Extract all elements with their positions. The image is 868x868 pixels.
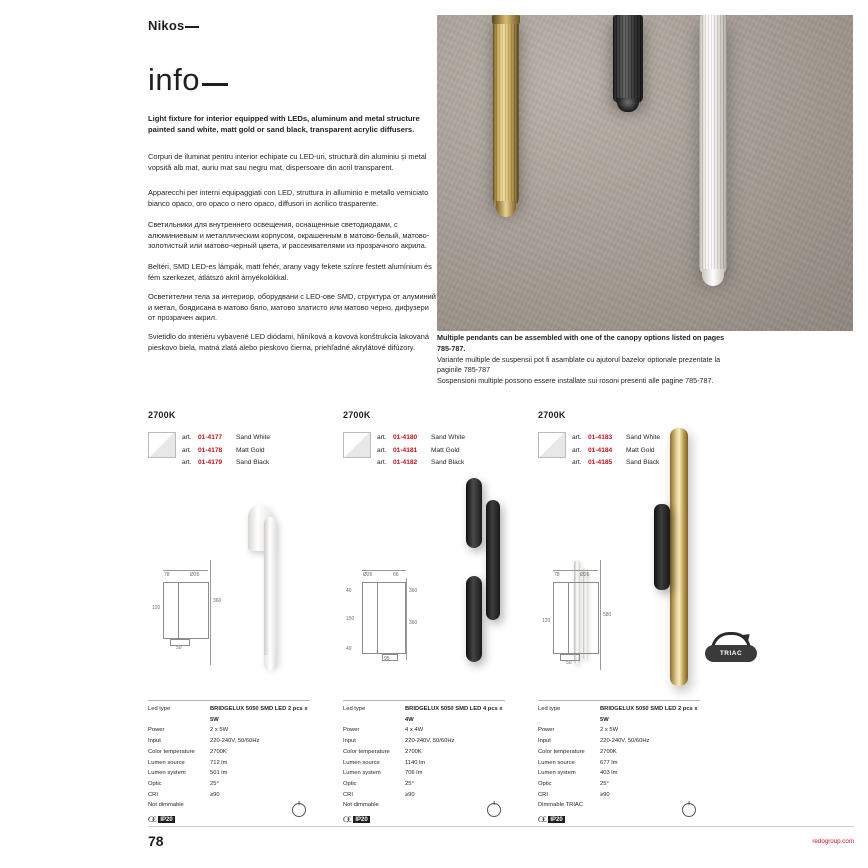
pendant-black — [613, 15, 643, 103]
spec-value: ≥90 — [405, 791, 415, 798]
spec-value: 2 x 5W — [600, 727, 619, 734]
spec-footer — [538, 815, 700, 824]
pendant-white-ribs — [699, 15, 727, 273]
spec-key: CRI — [343, 791, 353, 798]
page-title: info — [148, 62, 228, 98]
ip-rating-badge: IP20 — [355, 816, 368, 823]
article-finish: Sand White — [626, 434, 661, 441]
dim-h2-2: 150 — [346, 616, 355, 622]
spec-row — [148, 725, 310, 736]
spec-key: Optic — [343, 781, 357, 788]
spec-key: Lumen system — [343, 770, 381, 777]
spec-row — [343, 747, 505, 758]
drawing-dimline-1 — [163, 570, 208, 571]
article-row[interactable] — [182, 457, 270, 470]
spec-divider — [148, 700, 310, 701]
spec-value: 2 x 5W — [210, 727, 229, 734]
spec-table-2 — [343, 700, 505, 824]
spec-value: 25° — [210, 781, 219, 788]
spec-value: 4 x 4W — [405, 727, 424, 734]
spec-value: 220-240V, 50/60Hz — [600, 738, 650, 745]
pendant-black-ribs — [613, 15, 643, 103]
spec-value: ≥90 — [210, 791, 220, 798]
spec-key: Led type — [343, 706, 366, 712]
lamp-icon — [682, 803, 696, 817]
spec-row — [538, 758, 700, 769]
spec-footer — [343, 815, 505, 824]
variant-column-1 — [148, 410, 334, 467]
drawing-side-3 — [568, 582, 599, 654]
spec-key: Power — [538, 727, 555, 734]
lead-description: Light fixture for interior equipped with LEDs, aluminum and metal structure painted sand white, matt gold or sand black, transparent acrylic diffusers. — [148, 114, 420, 134]
product-render-1 — [246, 505, 288, 677]
triac-badge — [705, 632, 757, 662]
spec-value: 25° — [600, 781, 609, 788]
article-list-1 — [182, 432, 270, 470]
spec-key: Lumen source — [148, 759, 185, 766]
dim-h1-2: 40 — [346, 588, 352, 594]
spec-table-1 — [148, 700, 310, 824]
spec-key: CRI — [148, 791, 158, 798]
article-finish: Matt Gold — [236, 446, 265, 454]
article-row[interactable] — [377, 445, 465, 458]
title-underline — [202, 83, 228, 86]
spec-divider — [343, 700, 505, 701]
website-url[interactable]: redogroup.com — [812, 838, 854, 845]
spec-row — [538, 779, 700, 790]
drawing-dimline-v-3 — [600, 560, 601, 670]
hero-caption — [437, 333, 737, 387]
spec-row — [343, 704, 505, 725]
spec-key: Color temperature — [148, 748, 195, 755]
hero-caption-en: Multiple pendants can be assembled with one of the canopy options listed on pages 785-787. — [437, 333, 725, 353]
spec-value: 677 lm — [600, 759, 618, 766]
article-finish: Matt Gold — [431, 446, 460, 454]
hero-caption-it: Sospensioni multiple possono essere installate sui rosoni presenti alle pagine 785-787. — [437, 376, 714, 386]
spec-value: BRIDGELUX 5050 SMD LED 2 pcs x 5W — [600, 706, 698, 723]
article-code: 01-4181 — [393, 446, 418, 454]
triac-label: TRIAC — [705, 645, 757, 662]
dim-width-3: 78 — [554, 572, 560, 578]
article-code: 01-4183 — [588, 434, 613, 441]
footer-divider — [148, 826, 854, 827]
spec-value: 706 lm — [405, 770, 423, 777]
spec-table-3 — [538, 700, 700, 824]
spec-row — [343, 800, 505, 811]
page-number: 78 — [148, 833, 164, 849]
dim-len2-2: 360 — [409, 620, 418, 626]
article-label: art. — [572, 434, 582, 441]
article-label: art. — [377, 446, 387, 454]
spec-value: ≥90 — [600, 791, 610, 798]
spec-footer — [148, 815, 310, 824]
spec-value: 220-240V, 50/60Hz — [210, 738, 260, 745]
article-code: 01-4185 — [588, 459, 613, 467]
spec-value: 1140 lm — [405, 759, 426, 766]
ce-mark-icon: C€ — [538, 815, 546, 825]
spec-row — [538, 736, 700, 747]
dim-base-1: 50 — [176, 645, 182, 651]
dim-diameter-3: Ø26 — [580, 572, 590, 578]
spec-value: 25° — [405, 781, 414, 788]
ip-rating-badge: IP20 — [550, 816, 563, 823]
article-label: art. — [182, 459, 192, 467]
drawing-dimline-v-1 — [210, 560, 211, 665]
spec-key: Not dimmable — [343, 802, 379, 809]
article-row[interactable] — [182, 432, 270, 445]
spec-key: CRI — [538, 791, 548, 798]
lamp-icon — [487, 803, 501, 817]
paragraph-ro: Corpuri de iluminat pentru interior echipate cu LED-uri, structură din aluminiu și metal vopsită alb mat, auriu mat sau negru mat, dispersoare din acril transparent. — [148, 152, 427, 172]
spec-key: Led type — [148, 706, 171, 712]
drawing-dimline-v-2 — [406, 578, 407, 660]
article-label: art. — [377, 459, 387, 467]
drawing-dimline-3 — [553, 570, 598, 571]
article-finish: Sand Black — [626, 459, 660, 467]
hero-caption-ro: Variante multiple de suspensii pot fi asamblate cu ajutorul bazelor optionale prezentate la paginile 785-787 — [437, 354, 721, 375]
drawing-plate-2 — [362, 582, 378, 654]
spec-key: Optic — [538, 781, 552, 788]
article-label: art. — [377, 434, 387, 441]
article-label: art. — [572, 459, 582, 467]
spec-value: 501 lm — [210, 770, 228, 777]
hero-product-photo — [437, 15, 853, 331]
pendant-white — [699, 15, 727, 273]
paragraph-sk: Svietidlo do interiéru vybavené LED diódami, hliníková a kovová konštrukcia lakovaná pieskovo biela, matná zlatá alebo pieskovo čierna, priehľadné akrylátové difúzory. — [148, 332, 429, 352]
spec-value: 220-240V, 50/60Hz — [405, 738, 455, 745]
spec-row — [538, 725, 700, 736]
variant-column-3 — [538, 410, 724, 467]
spec-value: 2700K — [210, 748, 227, 755]
article-code: 01-4177 — [198, 434, 223, 441]
drawing-dimline-2 — [362, 570, 406, 571]
color-temperature-1: 2700K — [148, 410, 176, 420]
spec-value: 2700K — [600, 748, 617, 755]
article-label: art. — [182, 434, 192, 441]
spec-key: Led type — [538, 706, 561, 712]
spec-row — [148, 779, 310, 790]
article-row[interactable] — [182, 445, 270, 458]
article-row[interactable] — [377, 432, 465, 445]
spec-key: Lumen system — [538, 770, 576, 777]
spec-row — [148, 790, 310, 801]
article-label: art. — [572, 446, 582, 454]
finish-swatch-3 — [538, 432, 566, 458]
finish-swatch-2 — [343, 432, 371, 458]
spec-row — [148, 736, 310, 747]
spec-key: Lumen system — [148, 770, 186, 777]
article-code: 01-4182 — [393, 459, 418, 467]
article-finish: Matt Gold — [626, 446, 655, 454]
article-finish: Sand White — [431, 434, 466, 441]
variant-column-2 — [343, 410, 529, 467]
spec-key: Lumen source — [538, 759, 575, 766]
drawing-plate-3 — [553, 582, 569, 654]
spec-key: Optic — [148, 781, 162, 788]
product-render-3 — [640, 428, 700, 688]
dim-length-1: 360 — [213, 598, 222, 604]
spec-row — [538, 768, 700, 779]
drawing-side-2 — [377, 582, 406, 654]
spec-key: Input — [343, 738, 356, 745]
spec-row — [343, 736, 505, 747]
pendant-gold — [493, 15, 519, 205]
article-row[interactable] — [377, 457, 465, 470]
drawing-side-1 — [178, 582, 209, 639]
spec-value: 2700K — [405, 748, 422, 755]
spec-value: BRIDGELUX 5050 SMD LED 4 pcs x 4W — [405, 706, 503, 723]
dim-h3-2: 40 — [346, 646, 352, 652]
lamp-icon — [292, 803, 306, 817]
dim-diameter-1: Ø26 — [190, 572, 200, 578]
spec-row — [148, 800, 310, 811]
spec-row — [343, 779, 505, 790]
article-code: 01-4178 — [198, 446, 223, 454]
article-code: 01-4179 — [198, 459, 223, 467]
article-finish: Sand Black — [431, 459, 465, 467]
spec-row — [148, 704, 310, 725]
article-code: 01-4184 — [588, 446, 613, 454]
ce-mark-icon: C€ — [343, 815, 351, 825]
paragraph-bg: Осветителни тела за интериор, оборудвани с LED-ове SMD, структура от алуминий и метал, боядисана в матово бяло, матово златисто или матово черно, дифузери от прозрачен акрил. — [148, 292, 436, 323]
spec-key: Lumen source — [343, 759, 380, 766]
spec-row — [343, 790, 505, 801]
spec-value: BRIDGELUX 5050 SMD LED 2 pcs x 5W — [210, 706, 308, 723]
spec-row — [538, 800, 700, 811]
spec-value: 712 lm — [210, 759, 228, 766]
spec-row — [148, 758, 310, 769]
product-render-2 — [452, 478, 512, 678]
dim-len-2: 360 — [409, 588, 418, 594]
dim-diameter-2: Ø26 — [363, 572, 373, 578]
spec-key: Power — [343, 727, 360, 734]
spec-row — [148, 747, 310, 758]
dim-length-3: 580 — [603, 612, 612, 618]
brand-underline — [185, 26, 199, 28]
spec-row — [538, 704, 700, 725]
spec-key: Not dimmable — [148, 802, 184, 809]
article-list-2 — [377, 432, 465, 470]
spec-row — [148, 768, 310, 779]
article-finish: Sand White — [236, 434, 271, 441]
spec-key: Dimmable TRIAC — [538, 802, 583, 809]
article-code: 01-4180 — [393, 434, 418, 441]
color-temperature-3: 2700K — [538, 410, 566, 420]
dim-base-2: 95 — [384, 656, 390, 662]
paragraph-ru: Светильники для внутреннего освещения, оснащенные светодиодами, с алюминиевым и металлическим корпусом, окрашенным в матово-белый, матово-золотистый или матово-черный цвета, и рассеивателями из прозрачного акрила. — [148, 220, 430, 251]
brand-logo: Nikos — [148, 18, 199, 33]
drawing-base-1 — [170, 639, 190, 646]
spec-key: Input — [538, 738, 551, 745]
pendant-gold-ribs — [493, 15, 519, 205]
pendant-gold-cap — [492, 15, 520, 24]
dim-height-3: 120 — [542, 618, 551, 624]
paragraph-hu: Beltéri, SMD LED-es lámpák, matt fehér, arany vagy fekete színre festett alumínium és fém szerkezet, átlátszó akril árnyékolókkal. — [148, 262, 432, 282]
finish-swatch-1 — [148, 432, 176, 458]
article-finish: Sand Black — [236, 459, 270, 467]
drawing-plate-1 — [163, 582, 179, 639]
dim-width-2: 66 — [393, 572, 399, 578]
spec-row — [343, 758, 505, 769]
paragraph-it: Apparecchi per interni equipaggiati con LED, struttura in alluminio e metallo verniciato bianco opaco, oro opaco o nero opaco, diffusori in acrilico trasparente. — [148, 188, 429, 208]
spec-value: 403 lm — [600, 770, 618, 777]
dim-width-1: 78 — [164, 572, 170, 578]
ip-rating-badge: IP20 — [160, 816, 173, 823]
spec-row — [538, 747, 700, 758]
color-temperature-2: 2700K — [343, 410, 371, 420]
drawing-base-2 — [382, 654, 398, 661]
dim-base-3: 50 — [566, 660, 572, 666]
spec-key: Power — [148, 727, 165, 734]
spec-key: Input — [148, 738, 161, 745]
article-label: art. — [182, 446, 192, 454]
spec-row — [343, 725, 505, 736]
spec-key: Color temperature — [343, 748, 390, 755]
drawing-base-3 — [560, 654, 580, 661]
spec-row — [343, 768, 505, 779]
spec-row — [538, 790, 700, 801]
ce-mark-icon: C€ — [148, 815, 156, 825]
dim-height-1: 120 — [152, 605, 161, 611]
spec-divider — [538, 700, 700, 701]
spec-key: Color temperature — [538, 748, 585, 755]
